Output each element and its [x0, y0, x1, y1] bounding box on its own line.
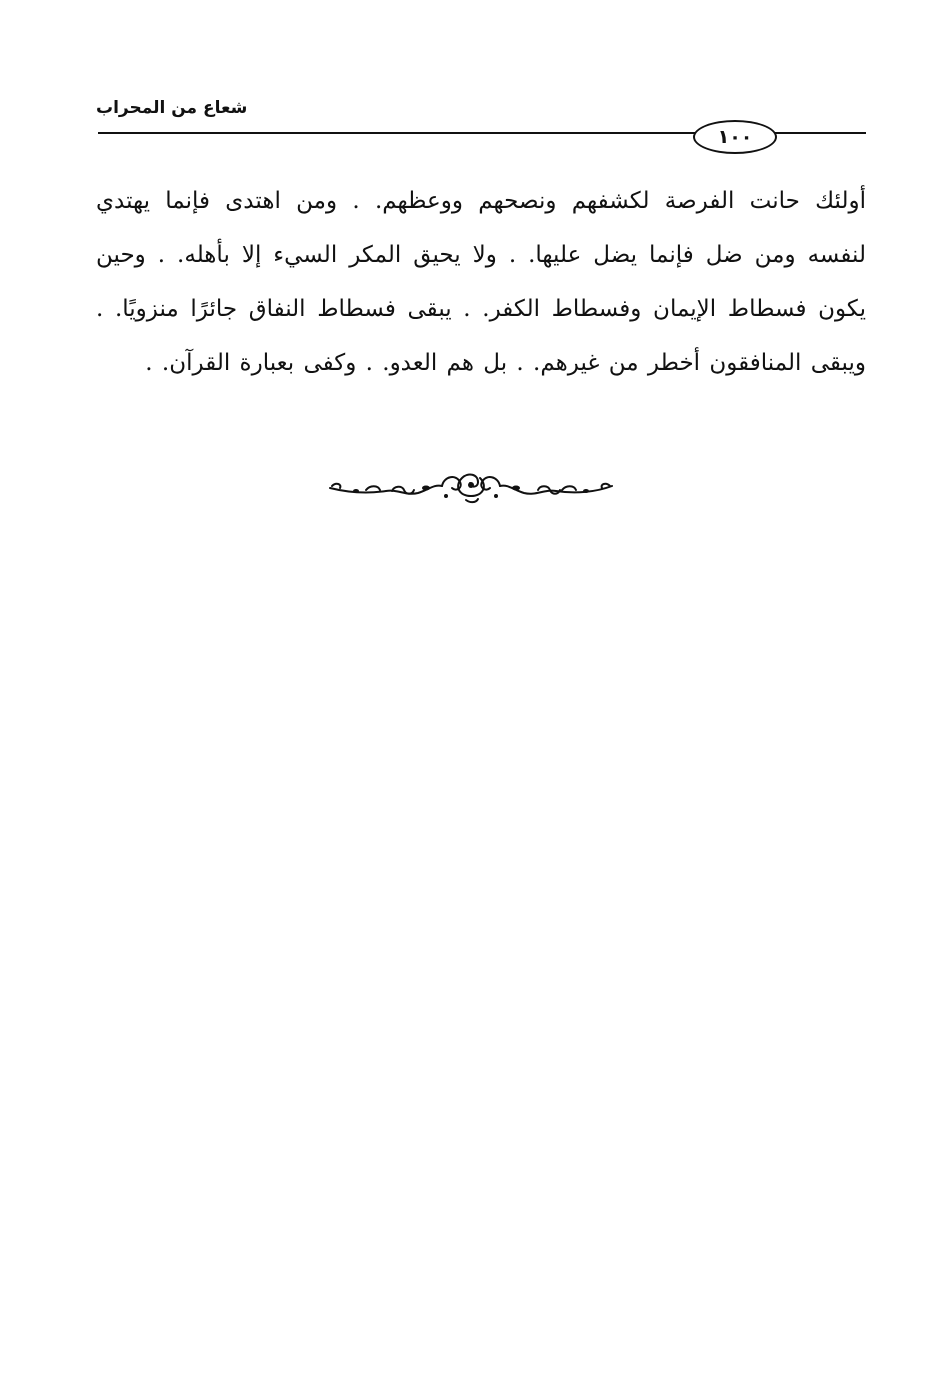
floral-divider-ornament-icon: [326, 466, 616, 506]
running-title: شعاع من المحراب: [96, 98, 248, 118]
page-number: ١٠٠: [717, 126, 753, 148]
body-paragraph: أولئك حانت الفرصة لكشفهم ونصحهم ووعظهم. . ومن اهتدى فإنما يهتدي لنفسه ومن ضل فإنما يضل عليها. . ولا يحيق المكر السيء إلا بأهله. . وحين يكون فسطاط الإيمان وفسطاط الكفر. . يبقى فسطاط النفاق جائرًا منزويًا. . ويبقى المنافقون أخطر من غيرهم. . بل هم العدو. . وكفى بعبارة القرآن. .: [96, 188, 866, 376]
page-number-badge: [693, 120, 777, 154]
